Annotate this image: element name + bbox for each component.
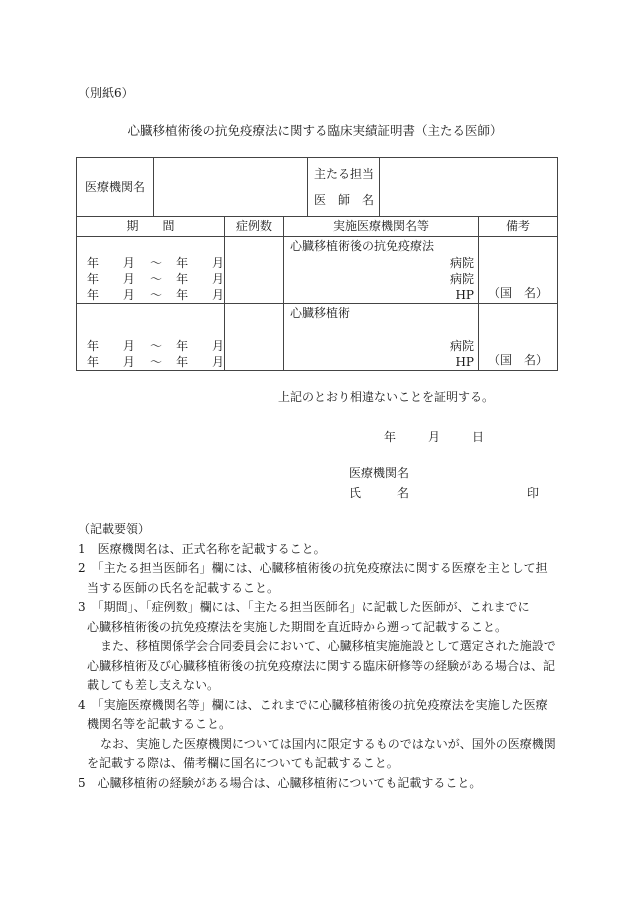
doctor-label [308,158,380,217]
notes-cell[interactable] [479,237,558,304]
section-heading: 心臓移植術後の抗免疫療法 [290,239,435,253]
instruction-line: 3 「期間」、「症例数」欄には、「主たる担当医師名」に記載した医師が、これまでに [78,600,530,614]
case-count-cell[interactable] [225,304,284,371]
period-cell[interactable] [77,237,225,304]
column-header-notes: 備考 [479,217,558,237]
period-row: 年 月 ～ 年 月 [87,288,224,302]
column-header-period: 期 間 [77,217,225,237]
column-header-cases: 症例数 [225,217,284,237]
period-cell[interactable] [77,304,225,371]
instruction-line: 当する医師の氏名を記載すること。 [87,580,280,595]
section-heading: 心臓移植術 [290,306,351,320]
period-row: 年 月 ～ 年 月 [87,256,224,270]
certification-date [384,428,516,445]
instruction-line: 心臓移植術及び心臓移植術後の抗免疫療法に関する臨床研修等の経験がある場合は、記 [87,658,556,673]
document-title: 心臓移植術後の抗免疫療法に関する臨床実績証明書（主たる医師） [127,123,503,138]
certification-statement: 上記のとおり相違ないことを証明する。 [278,390,495,404]
instruction-line: 4 「実施医療機関名等」欄には、これまでに心臓移植術後の抗免疫療法を実施した医療 [78,697,548,712]
attachment-ref: （別紙6） [78,86,134,100]
doctor-label-line2: 医 師 名 [314,193,375,207]
instructions [78,520,556,793]
case-count-cell[interactable] [225,237,284,304]
instruction-line: 機関名等を記載すること。 [87,717,232,731]
period-row: 年 月 ～ 年 月 [87,272,224,286]
signer-institution-label: 医療機関名 [349,466,410,480]
institution-field[interactable] [154,158,308,217]
period-row: 年 月 ～ 年 月 [87,339,224,353]
doctor-label-line1: 主たる担当 [314,167,375,181]
instruction-line: なお、実施した医療機関については国内に限定するものではないが、国外の医療機関 [100,736,556,751]
section-row-immunotherapy [77,237,558,304]
instruction-line: 2 「主たる担当医師名」欄には、心臓移植術後の抗免疫療法に関する医療を主として担 [78,561,548,575]
instructions-heading: （記載要領） [78,522,151,536]
instruction-line: また、移植関係学会合同委員会において、心臓移植実施施設として選定された施設で [100,639,556,653]
column-header-institution: 実施医療機関名等 [284,217,479,237]
signer-name-line [349,484,539,501]
date-month: 月 [428,430,441,444]
institution-cell[interactable]: 心臓移植術 病院 HP [284,304,479,371]
instruction-line: 心臓移植術後の抗免疫療法を実施した期間を直近時から遡って記載すること。 [87,619,508,634]
seal-mark: 印 [526,486,539,500]
country-note: （国 名） [488,353,549,367]
institution-label: 医療機関名 [77,158,154,217]
institution-cell[interactable]: 心臓移植術後の抗免疫療法 病院 病院 HP [284,237,479,304]
country-note: （国 名） [488,286,549,300]
doctor-name-field[interactable] [380,158,558,217]
notes-cell[interactable] [479,304,558,371]
date-day: 日 [472,430,485,444]
period-row: 年 月 ～ 年 月 [87,355,224,369]
instruction-line: を記載する際は、備考欄に国名についても記載すること。 [87,756,399,770]
instruction-line: 載しても差し支えない。 [87,678,220,692]
date-year: 年 [384,430,397,444]
section-row-transplant [77,304,558,371]
instruction-line: 1 医療機関名は、正式名称を記載すること。 [78,541,326,556]
certificate-table [76,157,558,371]
instruction-line: 5 心臓移植術の経験がある場合は、心臓移植術についても記載すること。 [78,775,482,790]
signer-name-label: 氏 名 [349,486,410,500]
